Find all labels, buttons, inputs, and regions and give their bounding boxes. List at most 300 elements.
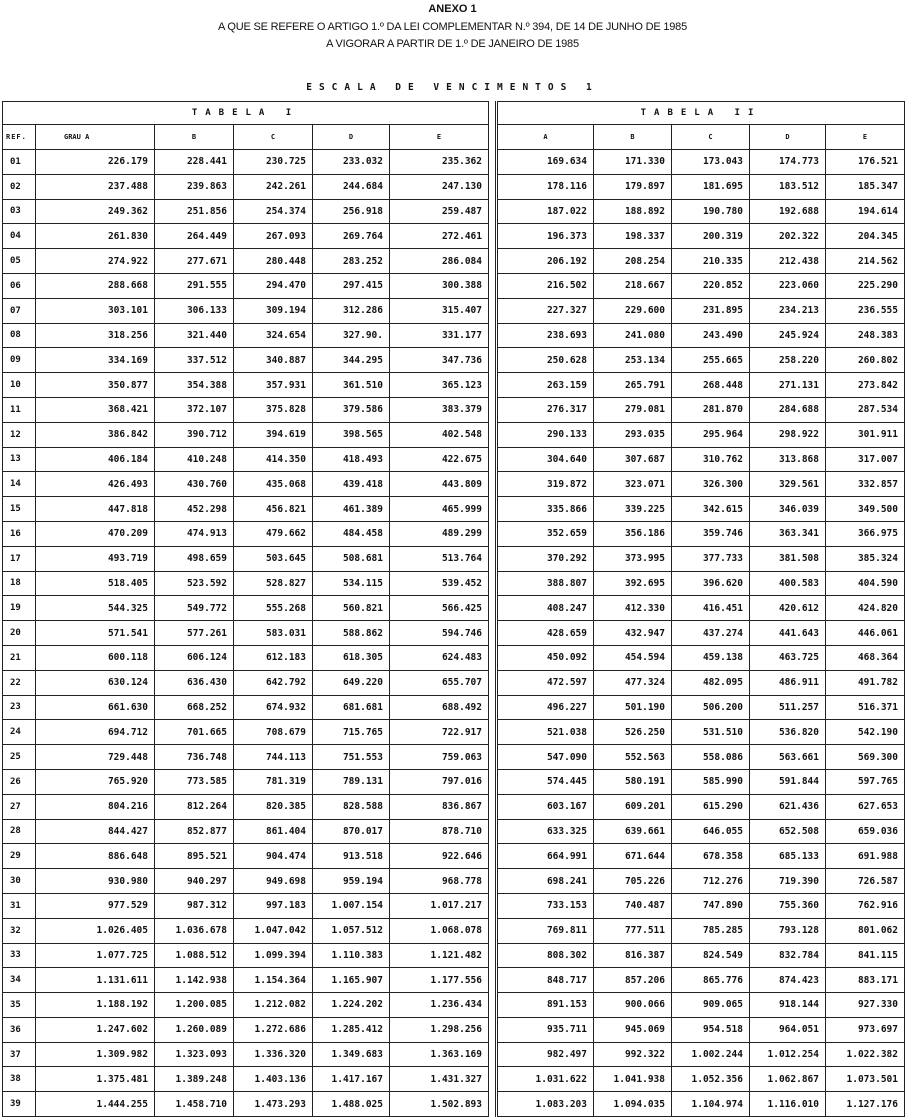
table-row [3,943,905,968]
cell-2d: 329.561 [750,472,826,497]
cell-ref: 07 [3,298,36,323]
cell-1b: 264.449 [155,224,234,249]
cell-1d: 1.110.383 [313,943,390,968]
cell-1a: 493.719 [36,546,155,571]
cell-2a: 1.083.203 [497,1092,594,1117]
table-divider-cell [489,199,497,224]
table-divider-cell [489,794,497,819]
cell-1e: 539.452 [390,571,489,596]
cell-1d: 244.684 [313,174,390,199]
cell-1a: 1.131.611 [36,968,155,993]
cell-ref: 30 [3,869,36,894]
cell-2c: 342.615 [672,497,750,522]
cell-2c: 281.870 [672,397,750,422]
cell-1e: 365.123 [390,373,489,398]
cell-2d: 174.773 [750,150,826,175]
cell-1a: 518.405 [36,571,155,596]
cell-1d: 1.165.907 [313,968,390,993]
cell-1b: 452.298 [155,497,234,522]
cell-1d: 344.295 [313,348,390,373]
cell-2d: 234.213 [750,298,826,323]
cell-1d: 789.131 [313,769,390,794]
table-row [3,893,905,918]
cell-2b: 501.190 [594,695,672,720]
cell-2b: 992.322 [594,1042,672,1067]
cell-ref: 13 [3,447,36,472]
cell-2e: 214.562 [826,249,905,274]
cell-2a: 250.628 [497,348,594,373]
table-row [3,397,905,422]
cell-ref: 01 [3,150,36,175]
cell-2e: 349.500 [826,497,905,522]
cell-1a: 470.209 [36,521,155,546]
cell-2d: 563.661 [750,745,826,770]
cell-1b: 1.458.710 [155,1092,234,1117]
cell-1e: 566.425 [390,596,489,621]
table-divider-cell [489,1042,497,1067]
cell-2a: 733.153 [497,893,594,918]
cell-2a: 290.133 [497,422,594,447]
cell-1b: 390.712 [155,422,234,447]
table-divider-cell [489,422,497,447]
cell-2d: 313.868 [750,447,826,472]
cell-1b: 852.877 [155,819,234,844]
cell-2e: 225.290 [826,273,905,298]
cell-ref: 06 [3,273,36,298]
cell-2e: 287.534 [826,397,905,422]
col-header-1e: E [390,125,489,150]
cell-1b: 940.297 [155,869,234,894]
cell-1d: 297.415 [313,273,390,298]
cell-1e: 655.707 [390,670,489,695]
cell-2a: 263.159 [497,373,594,398]
cell-2c: 359.746 [672,521,750,546]
col-header-1a: GRAU A [36,125,155,150]
cell-2b: 253.134 [594,348,672,373]
cell-1e: 1.121.482 [390,943,489,968]
table-divider-cell [489,1017,497,1042]
cell-1c: 340.887 [234,348,313,373]
cell-2b: 552.563 [594,745,672,770]
cell-1c: 503.645 [234,546,313,571]
cell-1e: 300.388 [390,273,489,298]
cell-1d: 828.588 [313,794,390,819]
cell-2c: 310.762 [672,447,750,472]
table-divider-cell [489,323,497,348]
cell-1b: 1.036.678 [155,918,234,943]
cell-2c: 506.200 [672,695,750,720]
cell-1e: 383.379 [390,397,489,422]
cell-1e: 878.710 [390,819,489,844]
cell-1c: 904.474 [234,844,313,869]
cell-ref: 29 [3,844,36,869]
cell-1d: 379.586 [313,397,390,422]
cell-1d: 484.458 [313,521,390,546]
effective-date: A VIGORAR A PARTIR DE 1.º DE JANEIRO DE 1985 [326,38,579,50]
cell-2e: 691.988 [826,844,905,869]
cell-2a: 319.872 [497,472,594,497]
table-row [3,794,905,819]
cell-2a: 169.634 [497,150,594,175]
cell-2a: 1.031.622 [497,1067,594,1092]
table-divider-cell [489,869,497,894]
table-row [3,447,905,472]
cell-1a: 930.980 [36,869,155,894]
cell-1e: 1.236.434 [390,993,489,1018]
cell-2a: 521.038 [497,720,594,745]
cell-1a: 804.216 [36,794,155,819]
table-divider-cell [489,968,497,993]
cell-1c: 267.093 [234,224,313,249]
table-row [3,521,905,546]
cell-1e: 1.363.169 [390,1042,489,1067]
cell-1b: 498.659 [155,546,234,571]
cell-ref: 27 [3,794,36,819]
cell-2d: 212.438 [750,249,826,274]
cell-1b: 430.760 [155,472,234,497]
cell-1a: 447.818 [36,497,155,522]
cell-2d: 1.012.254 [750,1042,826,1067]
cell-1d: 681.681 [313,695,390,720]
cell-1c: 1.154.364 [234,968,313,993]
cell-1d: 588.862 [313,621,390,646]
table-divider-cell [489,769,497,794]
cell-1d: 283.252 [313,249,390,274]
table-divider-cell [489,373,497,398]
cell-2b: 477.324 [594,670,672,695]
cell-2b: 609.201 [594,794,672,819]
cell-ref: 03 [3,199,36,224]
cell-1c: 1.473.293 [234,1092,313,1117]
table-row [3,422,905,447]
table-divider-cell [489,1067,497,1092]
cell-ref: 32 [3,918,36,943]
cell-2b: 945.069 [594,1017,672,1042]
cell-1c: 1.047.042 [234,918,313,943]
cell-ref: 35 [3,993,36,1018]
cell-2c: 268.448 [672,373,750,398]
cell-ref: 21 [3,645,36,670]
table-divider-cell [489,819,497,844]
cell-1a: 226.179 [36,150,155,175]
col-header-2b: B [594,125,672,150]
cell-1a: 1.375.481 [36,1067,155,1092]
cell-1a: 274.922 [36,249,155,274]
cell-2b: 777.511 [594,918,672,943]
cell-2b: 639.661 [594,819,672,844]
cell-2a: 276.317 [497,397,594,422]
table-row [3,224,905,249]
cell-2a: 304.640 [497,447,594,472]
cell-2d: 192.688 [750,199,826,224]
cell-1b: 701.665 [155,720,234,745]
cell-2c: 909.065 [672,993,750,1018]
cell-2e: 273.842 [826,373,905,398]
cell-2c: 482.095 [672,670,750,695]
cell-2e: 927.330 [826,993,905,1018]
cell-2d: 420.612 [750,596,826,621]
cell-1e: 465.999 [390,497,489,522]
cell-2a: 206.192 [497,249,594,274]
cell-2e: 1.073.501 [826,1067,905,1092]
cell-1a: 977.529 [36,893,155,918]
cell-2b: 526.250 [594,720,672,745]
cell-1e: 968.778 [390,869,489,894]
cell-2e: 424.820 [826,596,905,621]
col-header-1c: C [234,125,313,150]
table-row [3,918,905,943]
cell-ref: 31 [3,893,36,918]
cell-2e: 446.061 [826,621,905,646]
col-header-1b: B [155,125,234,150]
cell-1a: 368.421 [36,397,155,422]
col-header-ref: REF. [3,125,36,150]
cell-2a: 352.659 [497,521,594,546]
salary-table-body [3,150,905,1117]
cell-2c: 585.990 [672,769,750,794]
cell-ref: 37 [3,1042,36,1067]
cell-1b: 337.512 [155,348,234,373]
table-divider-cell [489,943,497,968]
cell-1b: 577.261 [155,621,234,646]
cell-1c: 435.068 [234,472,313,497]
table-row [3,249,905,274]
table-divider-cell [489,844,497,869]
cell-2d: 652.508 [750,819,826,844]
cell-2c: 231.895 [672,298,750,323]
cell-2d: 874.423 [750,968,826,993]
cell-2c: 785.285 [672,918,750,943]
cell-1e: 1.017.217 [390,893,489,918]
cell-2b: 339.225 [594,497,672,522]
cell-1a: 571.541 [36,621,155,646]
cell-1a: 630.124 [36,670,155,695]
cell-2c: 416.451 [672,596,750,621]
cell-2c: 181.695 [672,174,750,199]
cell-2c: 558.086 [672,745,750,770]
cell-ref: 36 [3,1017,36,1042]
table-divider-cell [489,521,497,546]
cell-1e: 1.502.893 [390,1092,489,1117]
cell-1c: 708.679 [234,720,313,745]
table-row [3,472,905,497]
cell-1b: 987.312 [155,893,234,918]
table-row [3,769,905,794]
cell-2c: 1.104.974 [672,1092,750,1117]
cell-1d: 959.194 [313,869,390,894]
table-row [3,546,905,571]
cell-2a: 633.325 [497,819,594,844]
cell-1a: 1.444.255 [36,1092,155,1117]
cell-2d: 381.508 [750,546,826,571]
cell-2e: 542.190 [826,720,905,745]
cell-1b: 549.772 [155,596,234,621]
cell-2d: 918.144 [750,993,826,1018]
cell-1a: 886.648 [36,844,155,869]
cell-1a: 406.184 [36,447,155,472]
cell-1e: 247.130 [390,174,489,199]
cell-ref: 23 [3,695,36,720]
cell-2b: 705.226 [594,869,672,894]
cell-1d: 1.285.412 [313,1017,390,1042]
cell-1c: 456.821 [234,497,313,522]
cell-1b: 736.748 [155,745,234,770]
cell-1b: 321.440 [155,323,234,348]
cell-2d: 1.116.010 [750,1092,826,1117]
cell-1b: 812.264 [155,794,234,819]
cell-1d: 233.032 [313,150,390,175]
cell-2e: 569.300 [826,745,905,770]
table-row [3,323,905,348]
table-divider-cell [489,571,497,596]
cell-2b: 392.695 [594,571,672,596]
cell-2b: 432.947 [594,621,672,646]
cell-2a: 698.241 [497,869,594,894]
col-header-1d: D [313,125,390,150]
cell-2c: 190.780 [672,199,750,224]
cell-1d: 269.764 [313,224,390,249]
cell-1b: 306.133 [155,298,234,323]
cell-1c: 674.932 [234,695,313,720]
cell-2e: 194.614 [826,199,905,224]
cell-2d: 258.220 [750,348,826,373]
cell-1e: 489.299 [390,521,489,546]
cell-2d: 202.322 [750,224,826,249]
cell-2b: 265.791 [594,373,672,398]
cell-1e: 1.177.556 [390,968,489,993]
cell-2b: 279.081 [594,397,672,422]
cell-1c: 1.272.686 [234,1017,313,1042]
table-row [3,869,905,894]
cell-2e: 185.347 [826,174,905,199]
cell-2d: 346.039 [750,497,826,522]
law-reference: A QUE SE REFERE O ARTIGO 1.º DA LEI COMPLEMENTAR N.º 394, DE 14 DE JUNHO DE 1985 [217,21,688,33]
cell-2e: 491.782 [826,670,905,695]
cell-2a: 335.866 [497,497,594,522]
cell-1a: 261.830 [36,224,155,249]
cell-2a: 496.227 [497,695,594,720]
table-divider-cell [489,249,497,274]
cell-2c: 954.518 [672,1017,750,1042]
cell-2c: 646.055 [672,819,750,844]
cell-2c: 396.620 [672,571,750,596]
cell-1a: 426.493 [36,472,155,497]
cell-2c: 295.964 [672,422,750,447]
cell-1c: 781.319 [234,769,313,794]
cell-1d: 715.765 [313,720,390,745]
cell-ref: 04 [3,224,36,249]
cell-1a: 600.118 [36,645,155,670]
cell-1d: 256.918 [313,199,390,224]
cell-1d: 361.510 [313,373,390,398]
cell-1d: 1.488.025 [313,1092,390,1117]
cell-1e: 347.736 [390,348,489,373]
cell-2d: 964.051 [750,1017,826,1042]
cell-2e: 762.916 [826,893,905,918]
cell-ref: 22 [3,670,36,695]
cell-2e: 841.115 [826,943,905,968]
cell-2b: 218.667 [594,273,672,298]
cell-1c: 414.350 [234,447,313,472]
cell-2e: 597.765 [826,769,905,794]
cell-ref: 25 [3,745,36,770]
table-divider [489,102,497,150]
cell-2c: 865.776 [672,968,750,993]
table-row [3,968,905,993]
cell-1d: 1.224.202 [313,993,390,1018]
table-row [3,150,905,175]
cell-1d: 913.518 [313,844,390,869]
salary-table [2,101,905,1117]
cell-1d: 439.418 [313,472,390,497]
table-row [3,174,905,199]
cell-2b: 323.071 [594,472,672,497]
cell-2d: 363.341 [750,521,826,546]
table-divider-cell [489,174,497,199]
table-divider-cell [489,497,497,522]
cell-1c: 1.099.394 [234,943,313,968]
table-divider-cell [489,447,497,472]
cell-2d: 621.436 [750,794,826,819]
cell-2b: 816.387 [594,943,672,968]
cell-2a: 982.497 [497,1042,594,1067]
cell-2b: 1.094.035 [594,1092,672,1117]
cell-1a: 288.668 [36,273,155,298]
cell-2c: 210.335 [672,249,750,274]
cell-1c: 479.662 [234,521,313,546]
cell-1e: 1.431.327 [390,1067,489,1092]
cell-1c: 528.827 [234,571,313,596]
cell-2e: 204.345 [826,224,905,249]
cell-ref: 11 [3,397,36,422]
cell-2c: 615.290 [672,794,750,819]
table-divider-cell [489,1092,497,1117]
cell-1b: 1.260.089 [155,1017,234,1042]
cell-2d: 223.060 [750,273,826,298]
cell-1a: 765.920 [36,769,155,794]
cell-1b: 668.252 [155,695,234,720]
table-row [3,199,905,224]
cell-1c: 230.725 [234,150,313,175]
cell-1c: 309.194 [234,298,313,323]
salary-table-container [2,101,905,1117]
cell-1c: 394.619 [234,422,313,447]
cell-ref: 10 [3,373,36,398]
cell-1b: 895.521 [155,844,234,869]
cell-2b: 241.080 [594,323,672,348]
table-1-title: TABELA I [3,102,489,125]
cell-ref: 34 [3,968,36,993]
cell-2a: 808.302 [497,943,594,968]
cell-2c: 200.319 [672,224,750,249]
cell-ref: 26 [3,769,36,794]
cell-1a: 844.427 [36,819,155,844]
table-divider-cell [489,472,497,497]
cell-2e: 1.022.382 [826,1042,905,1067]
cell-ref: 17 [3,546,36,571]
cell-ref: 39 [3,1092,36,1117]
col-header-2d: D [750,125,826,150]
cell-1e: 1.298.256 [390,1017,489,1042]
cell-1d: 1.057.512 [313,918,390,943]
table-row [3,298,905,323]
cell-1b: 523.592 [155,571,234,596]
cell-ref: 19 [3,596,36,621]
cell-1d: 1.417.167 [313,1067,390,1092]
table-row [3,844,905,869]
cell-1d: 560.821 [313,596,390,621]
cell-1b: 228.441 [155,150,234,175]
